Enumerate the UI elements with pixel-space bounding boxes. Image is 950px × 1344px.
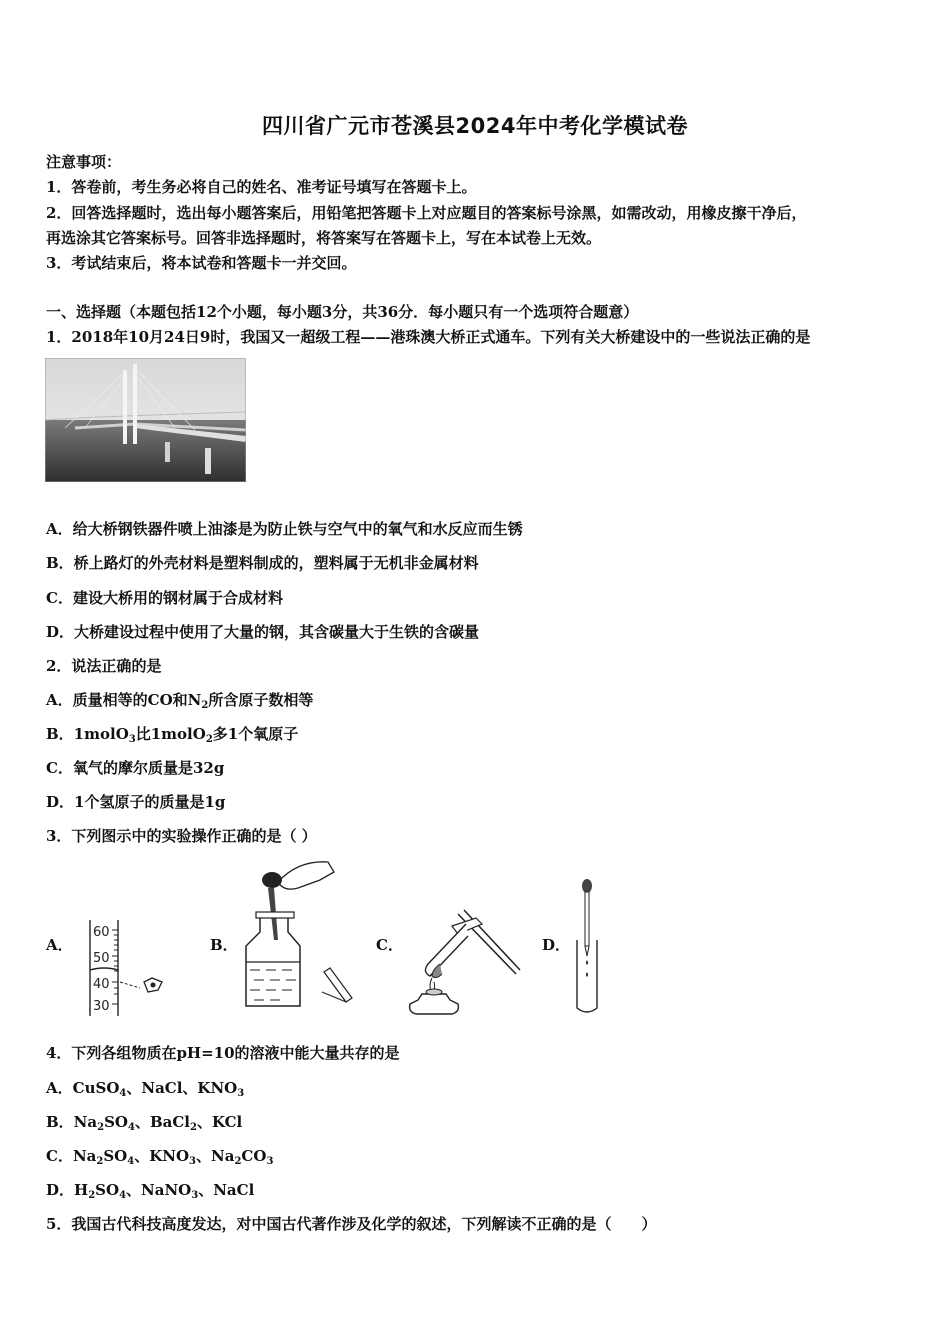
dropper-figure xyxy=(572,876,602,1016)
q1-option-a: A．给大桥钢铁器件喷上油漆是为防止铁与空气中的氧气和水反应而生锈 xyxy=(46,520,523,538)
notice-item-2: 2．回答选择题时，选出每小题答案后，用铅笔把答题卡上对应题目的答案标号涂黑，如需改动，用橡皮擦干净后， xyxy=(46,204,807,222)
q4-option-d: D．$H_2SO_4$、NaNO$_3$、NaCl xyxy=(46,1181,255,1201)
q1-option-d: D．大桥建设过程中使用了大量的钢，其含碳量大于生铁的含碳量 xyxy=(46,623,480,641)
q3-label-b: B． xyxy=(210,936,238,954)
q3-stem: 3．下列图示中的实验操作正确的是（ ） xyxy=(46,827,317,845)
tick-40: 40 xyxy=(93,977,110,992)
tick-60: 60 xyxy=(93,925,110,940)
tick-50: 50 xyxy=(93,951,110,966)
q1-stem: 1．2018年10月24日9时，我国又一超级工程——港珠澳大桥正式通车。下列有关大桥建设中的一些说法正确的是 xyxy=(46,328,811,346)
bridge-photo xyxy=(45,358,246,482)
page-title: 四川省广元市苍溪县2024年中考化学模试卷 xyxy=(262,114,688,138)
graduated-cylinder-figure xyxy=(82,916,172,1020)
q1-option-c: C．建设大桥用的钢材属于合成材料 xyxy=(46,589,283,607)
notice-item-2-cont: 再选涂其它答案标号。回答非选择题时，将答案写在答题卡上，写在本试卷上无效。 xyxy=(46,229,602,247)
q4-stem: 4．下列各组物质在pH=10的溶液中能大量共存的是 xyxy=(46,1044,400,1062)
q2-option-a: A．质量相等的CO和$N_2$所含原子数相等 xyxy=(46,691,314,711)
heating-test-tube-figure xyxy=(402,904,524,1018)
q1-option-b: B．桥上路灯的外壳材料是塑料制成的，塑料属于无机非金属材料 xyxy=(46,554,479,572)
q2-stem: 2．说法正确的是 xyxy=(46,657,162,675)
q4-option-a: A．CuSO$_4$、NaCl、$KNO_3$ xyxy=(46,1079,245,1099)
q4-option-b: B．$Na_2SO_4$、BaCl$_2$、KCl xyxy=(46,1113,243,1133)
q5-stem: 5．我国古代科技高度发达，对中国古代著作涉及化学的叙述，下列解读不正确的是（ ） xyxy=(46,1215,657,1233)
q2-option-b: B．1molO$_3$比1molO$_2$多1个氧原子 xyxy=(46,725,299,745)
q2-option-d: D．1个氢原子的质量是1g xyxy=(46,793,226,811)
notice-item-3: 3．考试结束后，将本试卷和答题卡一并交回。 xyxy=(46,254,357,272)
q3-label-d: D． xyxy=(542,936,571,954)
q3-label-c: C． xyxy=(376,936,403,954)
q3-label-a: A． xyxy=(46,936,73,954)
tick-30: 30 xyxy=(93,999,110,1014)
pouring-liquid-figure xyxy=(238,858,368,1014)
notice-item-1: 1．答卷前，考生务必将自己的姓名、准考证号填写在答题卡上。 xyxy=(46,178,477,196)
q4-option-c: C．$Na_2SO_4$、$KNO_3$、$Na_2CO_3$ xyxy=(46,1147,274,1167)
section-heading: 一、选择题（本题包括12个小题，每小题3分，共36分．每小题只有一个选项符合题意） xyxy=(46,303,639,321)
q2-option-c: C．氧气的摩尔质量是32g xyxy=(46,759,225,777)
notice-heading: 注意事项： xyxy=(46,153,122,171)
